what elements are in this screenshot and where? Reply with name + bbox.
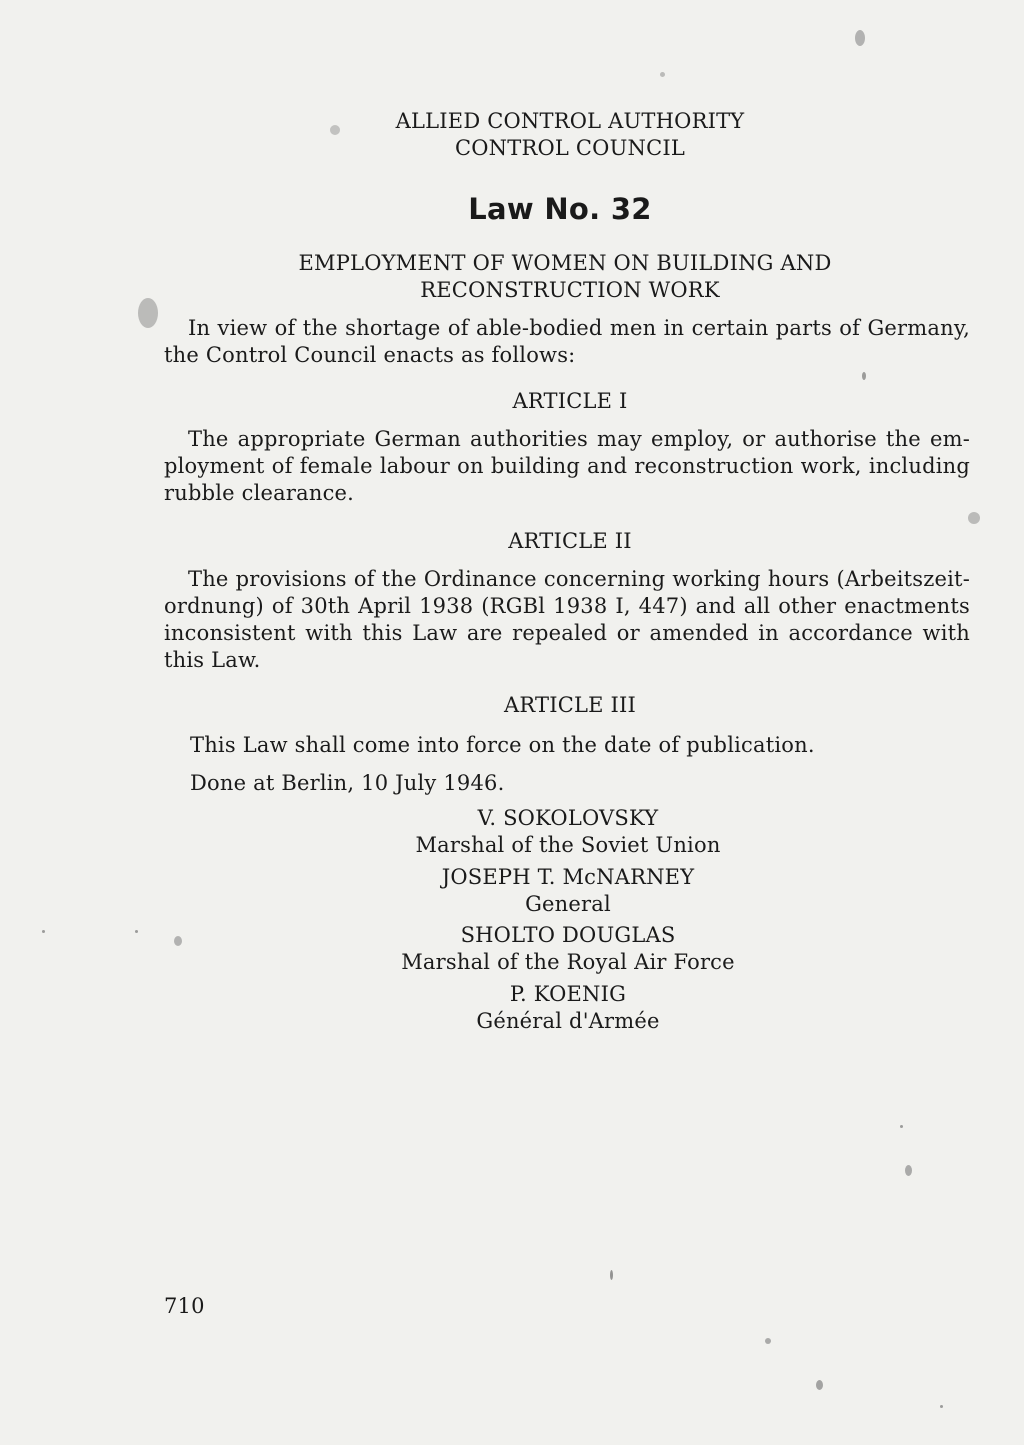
signatory-title: General <box>525 892 611 916</box>
article-1-heading: ARTICLE I <box>512 389 628 413</box>
article-2-text-line: The provisions of the Ordinance concerning working hours (Arbeitszeit- <box>188 567 970 591</box>
article-1-text-line: The appropriate German authorities may employ, or authorise the em- <box>188 427 970 451</box>
scan-speck <box>862 372 866 380</box>
preamble-line: In view of the shortage of able-bodied men in certain parts of Germany, <box>188 316 970 340</box>
council-heading: CONTROL COUNCIL <box>455 136 685 160</box>
signatory-name: V. SOKOLOVSKY <box>477 806 659 830</box>
article-1-text-line: ployment of female labour on building and reconstruction work, including <box>164 454 970 478</box>
page-number: 710 <box>164 1294 205 1318</box>
signatory-title: Marshal of the Royal Air Force <box>401 950 735 974</box>
article-2-text-line: ordnung) of 30th April 1938 (RGBl 1938 I, 447) and all other enactments <box>164 594 970 618</box>
done-at-line: Done at Berlin, 10 July 1946. <box>190 771 505 795</box>
law-title: Law No. 32 <box>468 192 652 226</box>
scan-speck <box>900 1125 903 1128</box>
scan-speck <box>330 125 340 135</box>
scan-speck <box>905 1165 912 1176</box>
subject-line-2: RECONSTRUCTION WORK <box>420 278 720 302</box>
article-1-text-line: rubble clearance. <box>164 481 355 505</box>
signatory-name: P. KOENIG <box>509 982 627 1006</box>
article-2-text-line: inconsistent with this Law are repealed or amended in accordance with <box>164 621 970 645</box>
scan-speck <box>940 1405 943 1408</box>
article-3-text-line: This Law shall come into force on the date of publication. <box>190 733 815 757</box>
preamble-line: the Control Council enacts as follows: <box>164 343 576 367</box>
scan-speck <box>855 30 865 46</box>
signatory-title: Général d'Armée <box>476 1009 660 1033</box>
scan-speck <box>765 1338 771 1344</box>
scan-speck <box>660 72 665 77</box>
scan-speck <box>816 1380 823 1390</box>
article-3-heading: ARTICLE III <box>503 693 636 717</box>
scan-speck <box>135 930 138 933</box>
scan-speck <box>42 930 45 933</box>
article-2-text-line: this Law. <box>164 648 261 672</box>
scan-speck <box>610 1270 613 1280</box>
signatory-name: SHOLTO DOUGLAS <box>460 923 676 947</box>
scan-speck <box>138 298 158 328</box>
signatory-title: Marshal of the Soviet Union <box>415 833 721 857</box>
article-2-heading: ARTICLE II <box>508 529 632 553</box>
scan-speck <box>968 512 980 524</box>
subject-line-1: EMPLOYMENT OF WOMEN ON BUILDING AND <box>298 251 832 275</box>
signatory-name: JOSEPH T. McNARNEY <box>441 865 695 889</box>
scan-speck <box>174 936 182 946</box>
authority-heading: ALLIED CONTROL AUTHORITY <box>395 109 745 133</box>
